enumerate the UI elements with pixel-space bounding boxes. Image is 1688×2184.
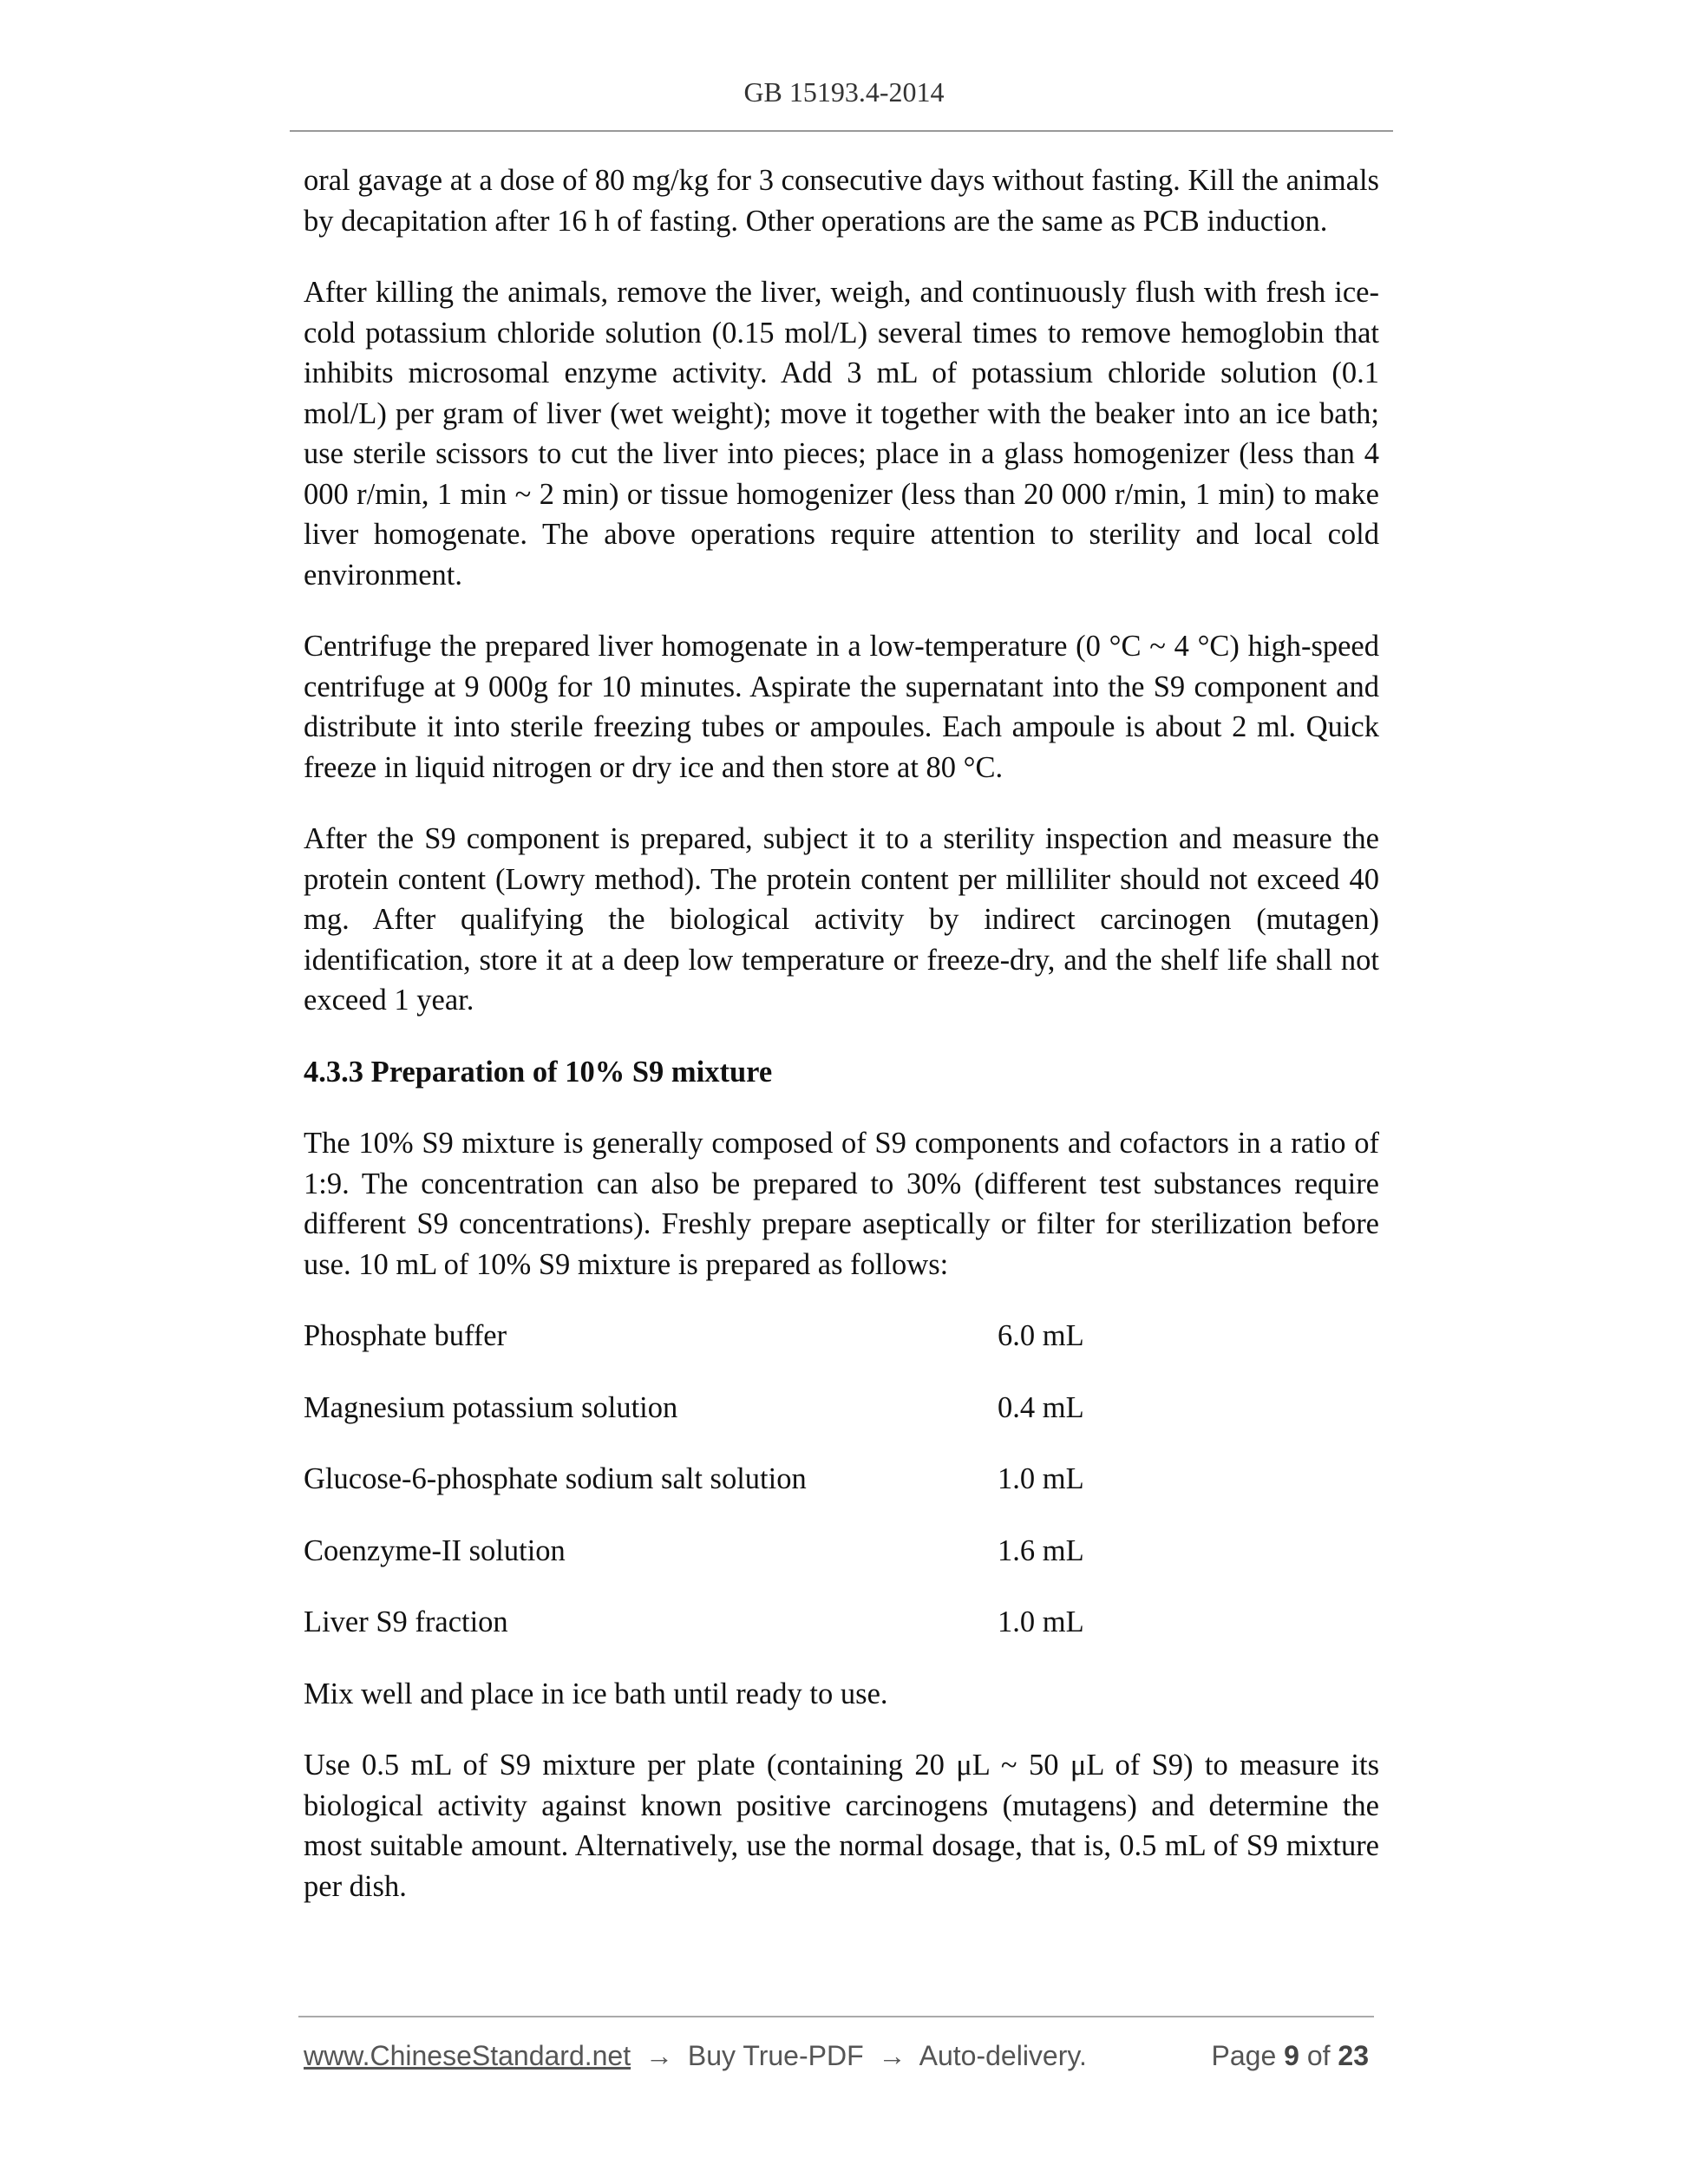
paragraph-s9-mixture-intro: The 10% S9 mixture is generally composed of S9 components and cofactors in a ratio of 1:9. The concentration can also be prepared to 30% (different test substances require different S9 concentrations). Freshly prepare aseptically or filter for sterilization before use. 10 mL of 10% S9 mixture is prepared as follows:	[304, 1127, 1379, 1281]
recipe-row	[304, 1388, 1379, 1429]
paragraph-pcb-induction: oral gavage at a dose of 80 mg/kg for 3 consecutive days without fasting. Kill the animals by decapitation after 16 h of fasting. Other operations are the same as PCB induction.	[304, 164, 1379, 238]
recipe-amount: 1.0 mL	[998, 1462, 1084, 1495]
paragraph-liver-homogenate: After killing the animals, remove the liver, weigh, and continuously flush with fresh ice-cold potassium chloride solution (0.15 mol/L) several times to remove hemoglobin that inhibits microsomal enzyme activity. Add 3 mL of potassium chloride solution (0.1 mol/L) per gram of liver (wet weight); move it together with the beaker into an ice bath; use sterile scissors to cut the liver into pieces; place in a glass homogenizer (less than 4 000 r/min, 1 min ~ 2 min) or tissue homogenizer (less than 20 000 r/min, 1 min) to make liver homogenate. The above operations require attention to sterility and local cold environment.	[304, 276, 1379, 592]
page-label: Page	[1211, 2039, 1277, 2071]
section-heading-4-3-3: 4.3.3 Preparation of 10% S9 mixture	[304, 1055, 773, 1089]
recipe-row	[304, 1531, 1379, 1572]
current-page: 9	[1284, 2039, 1299, 2071]
arrow-icon: →	[878, 2039, 906, 2071]
recipe-amount: 0.4 mL	[998, 1390, 1084, 1424]
recipe-row	[304, 1316, 1379, 1357]
recipe-amount: 1.0 mL	[998, 1605, 1084, 1638]
paragraph-centrifuge: Centrifuge the prepared liver homogenate in a low-temperature (0 °C ~ 4 °C) high-speed centrifuge at 9 000g for 10 minutes. Aspirate the supernatant into the S9 component and distribute it into sterile freezing tubes or ampoules. Each ampoule is about 2 ml. Quick freeze in liquid nitrogen or dry ice and then store at 80 °C.	[304, 630, 1379, 784]
header-divider	[290, 130, 1393, 132]
recipe-amount: 6.0 mL	[998, 1319, 1084, 1352]
buy-true-pdf-text: Buy True-PDF	[687, 2039, 864, 2071]
recipe-ingredient: Magnesium potassium solution	[304, 1390, 678, 1424]
footer-divider	[298, 2016, 1374, 2017]
page-number	[1212, 2040, 1369, 2072]
paragraph-sterility-inspection: After the S9 component is prepared, subject it to a sterility inspection and measure the protein content (Lowry method). The protein content per milliliter should not exceed 40 mg. After qualifying the biological activity by indirect carcinogen (mutagen) identification, store it at a deep low temperature or freeze-dry, and the shelf life shall not exceed 1 year.	[304, 822, 1379, 1017]
page-footer	[304, 2037, 1369, 2075]
recipe-ingredient: Liver S9 fraction	[304, 1605, 508, 1638]
of-label: of	[1306, 2039, 1331, 2071]
paragraph-dosage: Use 0.5 mL of S9 mixture per plate (containing 20 μL ~ 50 μL of S9) to measure its biological activity against known positive carcinogens (mutagens) and determine the most suitable amount. Alternatively, use the normal dosage, that is, 0.5 mL of S9 mixture per dish.	[304, 1749, 1379, 1903]
recipe-ingredient: Coenzyme-II solution	[304, 1533, 566, 1567]
recipe-row	[304, 1459, 1379, 1500]
arrow-icon: →	[645, 2039, 673, 2071]
recipe-list	[304, 1316, 1379, 1643]
footer-promo	[304, 2040, 1087, 2072]
recipe-row	[304, 1602, 1379, 1643]
chinese-standard-link[interactable]: www.ChineseStandard.net	[304, 2039, 631, 2071]
page-content	[304, 160, 1379, 1938]
total-pages: 23	[1338, 2039, 1369, 2071]
recipe-ingredient: Glucose-6-phosphate sodium salt solution	[304, 1462, 807, 1495]
auto-delivery-text: Auto-delivery.	[919, 2039, 1087, 2071]
recipe-amount: 1.6 mL	[998, 1533, 1084, 1567]
recipe-ingredient: Phosphate buffer	[304, 1319, 507, 1352]
paragraph-mix-note: Mix well and place in ice bath until ready to use.	[304, 1677, 888, 1710]
document-code-header: GB 15193.4-2014	[743, 76, 945, 108]
